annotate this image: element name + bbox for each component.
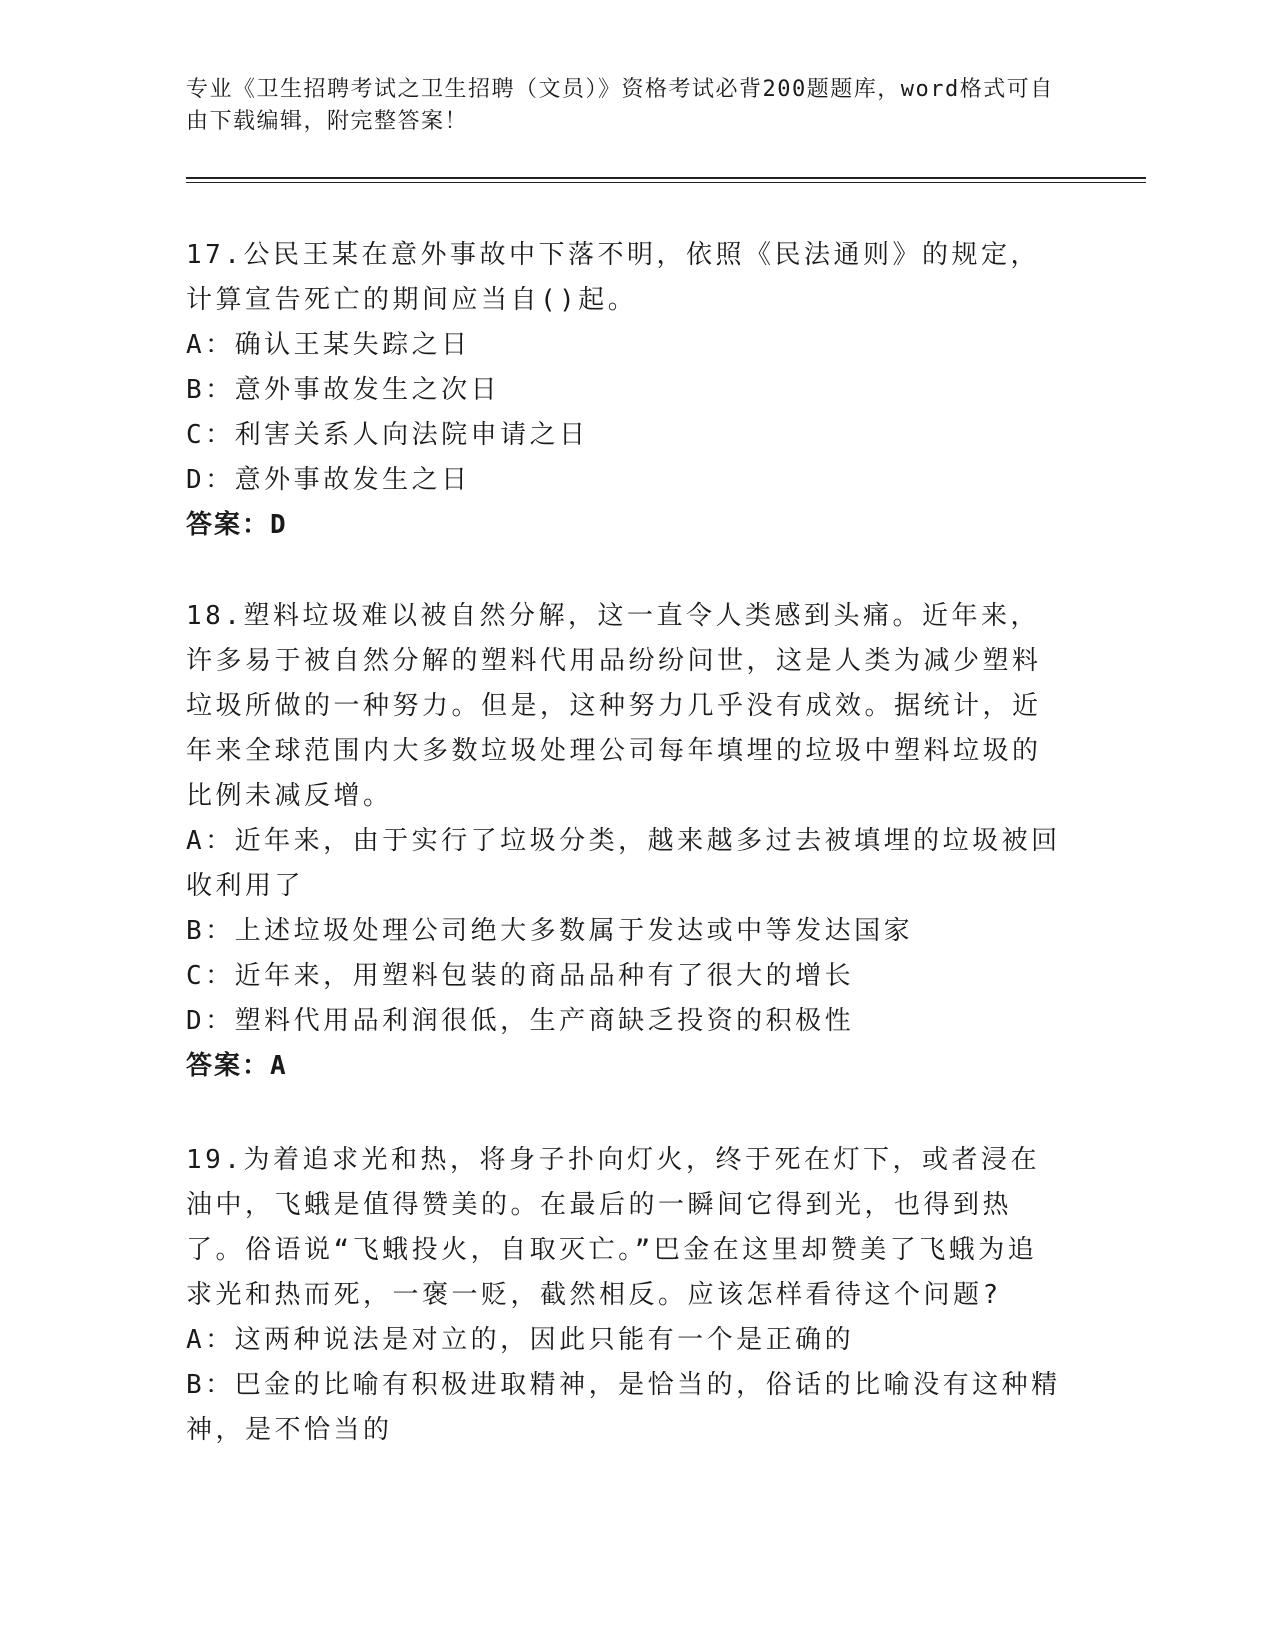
- question-18: [186, 594, 1066, 1089]
- option-a: A：这两种说法是对立的，因此只能有一个是正确的: [186, 1325, 855, 1355]
- option-a: A：近年来，由于实行了垃圾分类，越来越多过去被填埋的垃圾被回收利用了: [186, 826, 1061, 901]
- question-17: [186, 233, 1066, 548]
- answer: 答案：A: [186, 1051, 288, 1081]
- option-b: B：巴金的比喻有积极进取精神，是恰当的，俗话的比喻没有这种精神，是不恰当的: [186, 1370, 1061, 1445]
- document-header: 专业《卫生招聘考试之卫生招聘（文员）》资格考试必背200题题库，word格式可自由下载编辑，附完整答案！: [186, 77, 1054, 134]
- question-19: [186, 1138, 1066, 1453]
- header-divider: [186, 177, 1146, 179]
- option-d: D：意外事故发生之日: [186, 465, 471, 495]
- header-divider-thin: [186, 182, 1146, 183]
- option-c: C：利害关系人向法院申请之日: [186, 420, 589, 450]
- question-stem: 17.公民王某在意外事故中下落不明，依照《民法通则》的规定，计算宣告死亡的期间应当自()起。: [186, 240, 1040, 315]
- option-d: D：塑料代用品利润很低，生产商缺乏投资的积极性: [186, 1006, 855, 1036]
- option-c: C：近年来，用塑料包装的商品品种有了很大的增长: [186, 961, 855, 991]
- option-b: B：上述垃圾处理公司绝大多数属于发达或中等发达国家: [186, 916, 914, 946]
- answer: 答案：D: [186, 510, 288, 540]
- option-a: A：确认王某失踪之日: [186, 330, 471, 360]
- option-b: B：意外事故发生之次日: [186, 375, 501, 405]
- question-stem: 19.为着追求光和热，将身子扑向灯火，终于死在灯下，或者浸在油中，飞蛾是值得赞美的。在最后的一瞬间它得到光，也得到热了。俗语说“飞蛾投火，自取灭亡。”巴金在这里却赞美了飞蛾为追求光和热而死，一褒一贬，截然相反。应该怎样看待这个问题?: [186, 1145, 1040, 1310]
- question-stem: 18.塑料垃圾难以被自然分解，这一直令人类感到头痛。近年来，许多易于被自然分解的塑料代用品纷纷问世，这是人类为减少塑料垃圾所做的一种努力。但是，这种努力几乎没有成效。据统计，近年来全球范围内大多数垃圾处理公司每年填埋的垃圾中塑料垃圾的比例未减反增。: [186, 601, 1042, 811]
